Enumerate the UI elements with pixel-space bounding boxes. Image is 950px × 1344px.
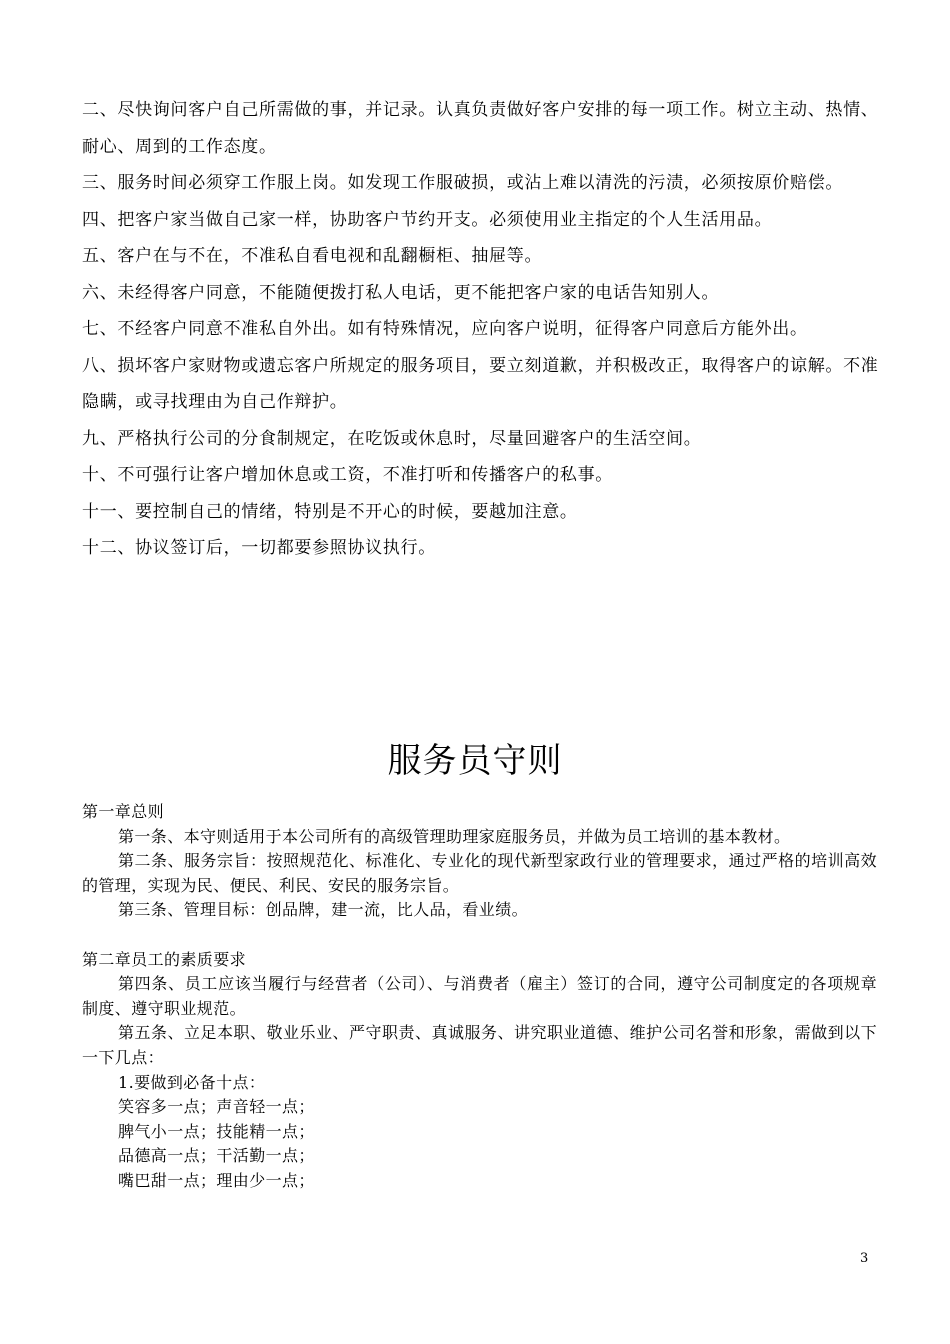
article-4: 第四条、员工应该当履行与经营者（公司）、与消费者（雇主）签订的合同，遵守公司制度定的各项规章制度、遵守职业规范。 [82,974,877,1018]
section-spacer [82,923,877,948]
rule-item-3: 三、服务时间必须穿工作服上岗。如发现工作服破损，或沾上难以清洗的污渍，必须按原价赔偿。 [82,173,844,193]
rule-item-11: 十一、要控制自己的情绪，特别是不开心的时候，要越加注意。 [82,501,578,522]
article-1: 第一条、本守则适用于本公司所有的高级管理助理家庭服务员，并做为员工培训的基本教材。 [118,826,791,846]
point-line: 笑容多一点；声音轻一点； [118,1097,315,1117]
rule-item-6: 六、未经得客户同意，不能随便拨打私人电话，更不能把客户家的电话告知别人。 [82,282,720,303]
rule-item-8: 八、损坏客户家财物或遗忘客户所规定的服务项目，要立刻道歉，并积极改正，取得客户的谅解。不准隐瞒，或寻找理由为自己作辩护。 [82,355,879,412]
point-line: 嘴巴甜一点；理由少一点； [118,1170,315,1190]
point-line: 品德高一点；干活勤一点； [118,1146,315,1166]
rule-item-9: 九、严格执行公司的分食制规定，在吃饭或休息时，尽量回避客户的生活空间。 [82,428,702,449]
article-3: 第三条、管理目标：创品牌，建一流，比人品，看业绩。 [118,900,529,920]
rule-item-4: 四、把客户家当做自己家一样，协助客户节约开支。必须使用业主指定的个人生活用品。 [82,209,773,230]
point-1: 1.要做到必备十点： [118,1072,266,1092]
rules-list [82,92,882,567]
chapter-2-heading: 第二章员工的素质要求 [82,949,247,969]
point-line: 脾气小一点；技能精一点； [118,1121,315,1141]
page-title: 服务员守则 [387,741,563,781]
rule-item-10: 十、不可强行让客户增加休息或工资，不准打听和传播客户的私事。 [82,465,613,485]
article-5: 第五条、立足本职、敬业乐业、严守职责、真诚服务、讲究职业道德、维护公司名誉和形象，需做到以下一下几点： [82,1023,877,1067]
rule-item-2: 二、尽快询问客户自己所需做的事，并记录。认真负责做好客户安排的每一项工作。树立主动、热情、耐心、周到的工作态度。 [82,100,879,157]
rules-body [82,800,877,1194]
rule-item-7: 七、不经客户同意不准私自外出。如有特殊情况，应向客户说明，征得客户同意后方能外出。 [82,319,808,339]
rule-item-5: 五、客户在与不在，不准私自看电视和乱翻橱柜、抽屉等。 [82,246,543,266]
page-number: 3 [860,1251,869,1266]
article-2: 第二条、服务宗旨：按照规范化、标准化、专业化的现代新型家政行业的管理要求，通过严格的培训高效的管理，实现为民、便民、利民、安民的服务宗旨。 [82,851,877,895]
chapter-1-heading: 第一章总则 [82,802,165,821]
rule-item-12: 十二、协议签订后，一切都要参照协议执行。 [82,538,436,558]
